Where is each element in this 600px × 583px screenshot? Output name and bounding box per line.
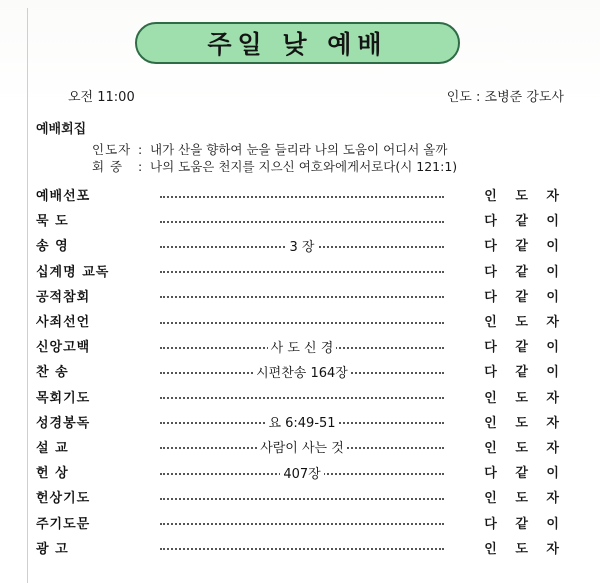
order-item-title: 묵 도 [36, 214, 69, 230]
order-item-title: 송 영 [36, 239, 69, 255]
order-of-worship [36, 182, 566, 560]
order-item-detail [154, 337, 450, 356]
order-item-title: 광 고 [36, 541, 69, 557]
order-row [36, 283, 566, 308]
dot-leader [154, 490, 450, 504]
order-item-performer: 인 도 자 [484, 390, 566, 406]
order-row [36, 182, 566, 207]
dot-leader [154, 389, 450, 403]
order-item-detail [154, 463, 450, 482]
order-item-title: 헌상기도 [36, 491, 91, 507]
dot-leader [154, 439, 450, 457]
order-item-title: 십계명 교독 [36, 264, 110, 280]
order-row [36, 308, 566, 333]
order-row [36, 409, 566, 434]
order-item-performer: 다 같 이 [484, 466, 566, 482]
order-item-performer: 인 도 자 [484, 315, 566, 331]
dot-leader [154, 414, 450, 432]
order-row [36, 384, 566, 409]
dot-leader [154, 339, 450, 356]
order-item-performer: 인 도 자 [484, 440, 566, 456]
dot-leader [154, 188, 450, 202]
order-row [36, 509, 566, 534]
dotted-line [160, 523, 444, 525]
dot-leader [154, 540, 450, 554]
order-item-detail-text: 요 6:49-51 [265, 416, 338, 431]
dotted-line [160, 196, 444, 198]
responsive-line [92, 157, 457, 175]
order-item-detail [154, 437, 450, 456]
dotted-line [160, 271, 444, 273]
dot-leader [154, 515, 450, 529]
order-item-detail-text: 3 장 [287, 240, 318, 255]
title-banner [135, 22, 460, 64]
order-item-performer: 다 같 이 [484, 365, 566, 381]
order-item-performer: 인 도 자 [484, 541, 566, 557]
dot-leader [154, 288, 450, 302]
order-item-title: 헌 상 [36, 466, 69, 482]
order-item-title: 설 교 [36, 440, 69, 456]
service-leader: 인도 : 조병준 강도사 [446, 90, 564, 105]
order-item-detail [154, 236, 450, 255]
responsive-role: 회 중 [92, 159, 124, 174]
order-row [36, 258, 566, 283]
responsive-role: 인도자 [92, 142, 132, 157]
order-row [36, 358, 566, 383]
order-item-title: 신앙고백 [36, 340, 91, 356]
dot-leader [154, 238, 450, 255]
order-row [36, 484, 566, 509]
responsive-line [92, 140, 447, 158]
dotted-line [160, 221, 444, 223]
order-item-title: 주기도문 [36, 516, 91, 532]
dot-leader [154, 263, 450, 277]
order-item-detail-text: 시편찬송 164장 [253, 366, 351, 381]
order-item-detail [154, 412, 450, 431]
order-row [36, 459, 566, 484]
order-item-detail [154, 362, 450, 381]
dotted-line [160, 296, 444, 298]
colon: : [138, 159, 143, 174]
dotted-line [160, 548, 444, 550]
order-row [36, 232, 566, 257]
order-item-performer: 인 도 자 [484, 415, 566, 431]
service-time: 오전 11:00 [68, 90, 135, 105]
dot-leader [154, 314, 450, 328]
order-item-performer: 다 같 이 [484, 264, 566, 280]
order-item-performer: 인 도 자 [484, 491, 566, 507]
order-item-title: 공적참회 [36, 289, 91, 305]
order-item-title: 목회기도 [36, 390, 91, 406]
dotted-line [160, 498, 444, 500]
order-item-detail-text: 사 도 신 경 [268, 341, 337, 356]
dotted-line [160, 397, 444, 399]
order-item-performer: 다 같 이 [484, 214, 566, 230]
order-row [36, 535, 566, 560]
responsive-text: 나의 도움은 천지를 지으신 여호와에게서로다(시 121:1) [150, 159, 458, 174]
order-item-performer: 다 같 이 [484, 239, 566, 255]
order-item-title: 성경봉독 [36, 415, 91, 431]
order-row [36, 434, 566, 459]
order-row [36, 207, 566, 232]
colon: : [138, 142, 143, 157]
order-item-detail-text: 사람이 사는 것 [257, 441, 347, 456]
order-row [36, 333, 566, 358]
order-item-performer: 인 도 자 [484, 189, 566, 205]
page-title: 주일 낮 예배 [207, 30, 388, 59]
dot-leader [154, 465, 450, 482]
dot-leader [154, 364, 450, 381]
dot-leader [154, 213, 450, 227]
order-item-title: 사죄선언 [36, 315, 91, 331]
dotted-line [160, 322, 444, 324]
order-item-title: 예배선포 [36, 189, 91, 205]
order-item-performer: 다 같 이 [484, 289, 566, 305]
section-heading: 예배회집 [36, 122, 87, 137]
order-item-performer: 다 같 이 [484, 340, 566, 356]
order-item-title: 찬 송 [36, 365, 69, 381]
order-item-performer: 다 같 이 [484, 516, 566, 532]
responsive-text: 내가 산을 향하여 눈을 들리라 나의 도움이 어디서 올까 [150, 142, 448, 157]
order-item-detail-text: 407장 [280, 467, 323, 482]
